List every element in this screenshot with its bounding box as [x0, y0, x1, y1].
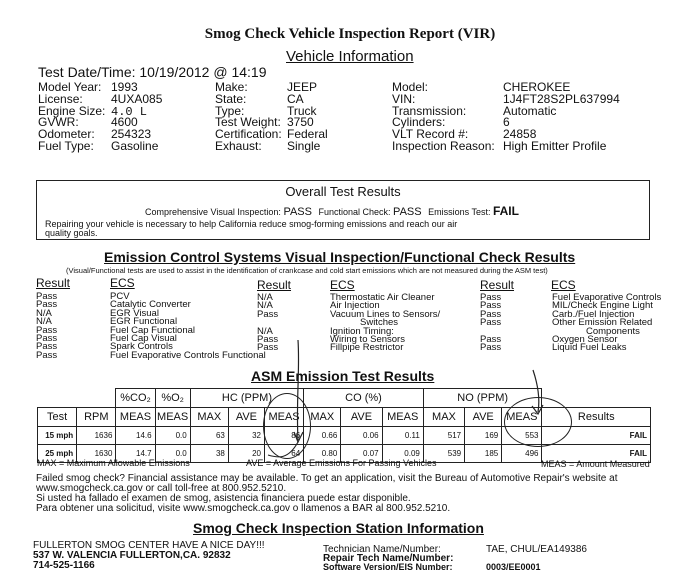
vehicle-field: State: CA — [215, 91, 304, 106]
col-header: MAX — [423, 408, 464, 427]
legend-max: MAX = Maximum Allowable Emissions — [37, 458, 190, 468]
ecs-result-header-3: Result — [480, 278, 515, 292]
ecs-col2-items: Thermostatic Air Cleaner Air Injection Vacuum Lines to Sensors/ Switches Ignition Timing: Wiring to Sensors Fillpipe Restrictor — [330, 292, 441, 354]
ecs-col3-items: Fuel Evaporative Controls MIL/Check Engine Light Carb./Fuel Injection Other Emission Related Components Oxygen Sensor Liquid Fuel Leaks — [552, 292, 662, 354]
col-header: MEAS — [116, 408, 155, 427]
no-header: NO (PPM) — [423, 389, 542, 408]
legend-ave: AVE = Average Emissions For Passing Vehicles — [246, 458, 437, 468]
col-header: AVE — [341, 408, 382, 427]
overall-status-line: Comprehensive Visual Inspection: PASS Functional Check: PASS Emissions Test: FAIL — [145, 204, 519, 218]
o2-header: %O₂ — [155, 389, 190, 408]
table-row: 15 mph 1636 14.6 0.0 63 32 86 0.66 0.06 0.11 517 169 553 FAIL — [38, 427, 651, 445]
vehicle-field: VIN: 1J4FT28S2PL637994 — [392, 91, 620, 106]
station-title: Smog Check Inspection Station Information — [193, 520, 484, 536]
footer-line-3: Si usted ha fallado el examen de smog, asistencia financiera puede estar disponible. — [36, 493, 411, 504]
vehicle-field: Test Weight: 3750 — [215, 115, 314, 130]
vehicle-col2 — [215, 82, 328, 153]
overall-note-1: Repairing your vehicle is necessary to help California reduce smog-forming emissions and reach our air — [45, 219, 458, 229]
vehicle-field: Certification: Federal — [215, 127, 328, 142]
test-datetime: Test Date/Time: 10/19/2012 @ 14:19 — [38, 64, 267, 80]
vehicle-field: Odometer: 254323 — [38, 127, 152, 142]
tech-label: Technician Name/Number: — [323, 544, 441, 555]
software-label: Software Version/EIS Number: — [323, 562, 453, 572]
ecs-title: Emission Control Systems Visual Inspection/Functional Check Results — [104, 249, 576, 265]
col-header: MAX — [304, 408, 341, 427]
vehicle-field: Exhaust: Single — [215, 138, 321, 153]
col-header: MEAS — [264, 408, 303, 427]
col-header: Test — [38, 408, 77, 427]
vehicle-field: Model Year: 1993 — [38, 80, 138, 94]
ecs-subtitle: (Visual/Functional tests are used to assist in the identification of crankcase and cold start emissions which are not measured during the ASM test) — [66, 266, 548, 275]
ecs-header-2: ECS — [330, 278, 355, 292]
footer-line-4: Para obtener una solicitud, visite www.smogcheck.ca.gov o llamenos a BAR al 800.952.5210. — [36, 503, 451, 514]
vehicle-field: License: 4UXA085 — [38, 91, 163, 106]
col-header: Results — [542, 408, 651, 427]
vehicle-field: Cylinders: 6 — [392, 115, 510, 130]
co2-header: %CO₂ — [116, 389, 155, 408]
overall-title: Overall Test Results — [285, 184, 401, 199]
col-header: AVE — [465, 408, 502, 427]
hand-drawn-arrows — [258, 330, 588, 460]
ecs-header-3: ECS — [551, 278, 576, 292]
overall-results-box — [36, 180, 650, 240]
footer-line-1: Failed smog check? Financial assistance may be available. To get an application, visit the Bureau of Automotive Repair's website at — [36, 473, 618, 484]
software-value: 0003/EE0001 — [486, 562, 541, 572]
ecs-col1-results: Pass Pass N/A N/A Pass Pass Pass Pass — [36, 291, 58, 361]
ecs-col3-results: Pass Pass Pass Pass Pass Pass — [480, 292, 502, 354]
repair-tech-label: Repair Tech Name/Number: — [323, 553, 454, 564]
col-header: MAX — [190, 408, 228, 427]
col-header: AVE — [228, 408, 264, 427]
vehicle-field: Transmission: Automatic — [392, 103, 557, 118]
vehicle-field: Inspection Reason: High Emitter Profile — [392, 138, 607, 153]
vehicle-col3 — [392, 82, 620, 153]
table-row: 25 mph 1630 14.7 0.0 38 20 64 0.80 0.07 0.09 539 185 496 FAIL — [38, 445, 651, 463]
vehicle-field: Make: JEEP — [215, 80, 318, 94]
vehicle-field: VLT Record #: 24858 — [392, 127, 537, 142]
ecs-result-header-2: Result — [257, 278, 292, 292]
col-header: MEAS — [502, 408, 542, 427]
station-name: FULLERTON SMOG CENTER HAVE A NICE DAY!!! — [33, 540, 265, 551]
vehicle-field: Fuel Type: Gasoline — [38, 138, 159, 153]
vehicle-col1 — [38, 82, 162, 153]
ecs-col2-results: N/A N/A Pass N/A Pass Pass — [257, 292, 279, 354]
ecs-result-header-1: Result — [36, 276, 71, 290]
vehicle-field: Engine Size: 4.0 L — [38, 103, 148, 119]
overall-note-2: quality goals. — [45, 228, 98, 238]
result-fail: FAIL — [542, 427, 651, 445]
co-header: CO (%) — [304, 389, 424, 408]
hc-header: HC (PPM) — [190, 389, 303, 408]
ecs-header-1: ECS — [110, 276, 135, 290]
vehicle-field: Type: Truck — [215, 103, 317, 118]
col-header: MEAS — [382, 408, 423, 427]
tech-value: TAE, CHUL/EA149386 — [486, 544, 587, 555]
legend-meas: MEAS = Amount Measured — [541, 459, 650, 469]
footer-line-2: www.smogcheck.ca.gov or call toll-free at 800.952.5210. — [36, 483, 287, 494]
asm-title: ASM Emission Test Results — [251, 368, 435, 384]
vehicle-field: Model: CHEROKEE — [392, 80, 571, 94]
station-phone: 714-525-1166 — [33, 560, 95, 571]
col-header: MEAS — [155, 408, 190, 427]
ecs-col1-items: PCV Catalytic Converter EGR Visual EGR Functional Fuel Cap Functional Fuel Cap Visual Spark Controls Fuel Evaporative Controls Functional — [110, 291, 266, 361]
report-title: Smog Check Vehicle Inspection Report (VIR) — [204, 26, 496, 42]
vehicle-field: GVWR: 4600 — [38, 115, 138, 130]
vehicle-section-title: Vehicle Information — [286, 48, 414, 65]
result-fail: FAIL — [542, 445, 651, 463]
col-header: RPM — [77, 408, 116, 427]
station-address: 537 W. VALENCIA FULLERTON,CA. 92832 — [33, 550, 231, 561]
